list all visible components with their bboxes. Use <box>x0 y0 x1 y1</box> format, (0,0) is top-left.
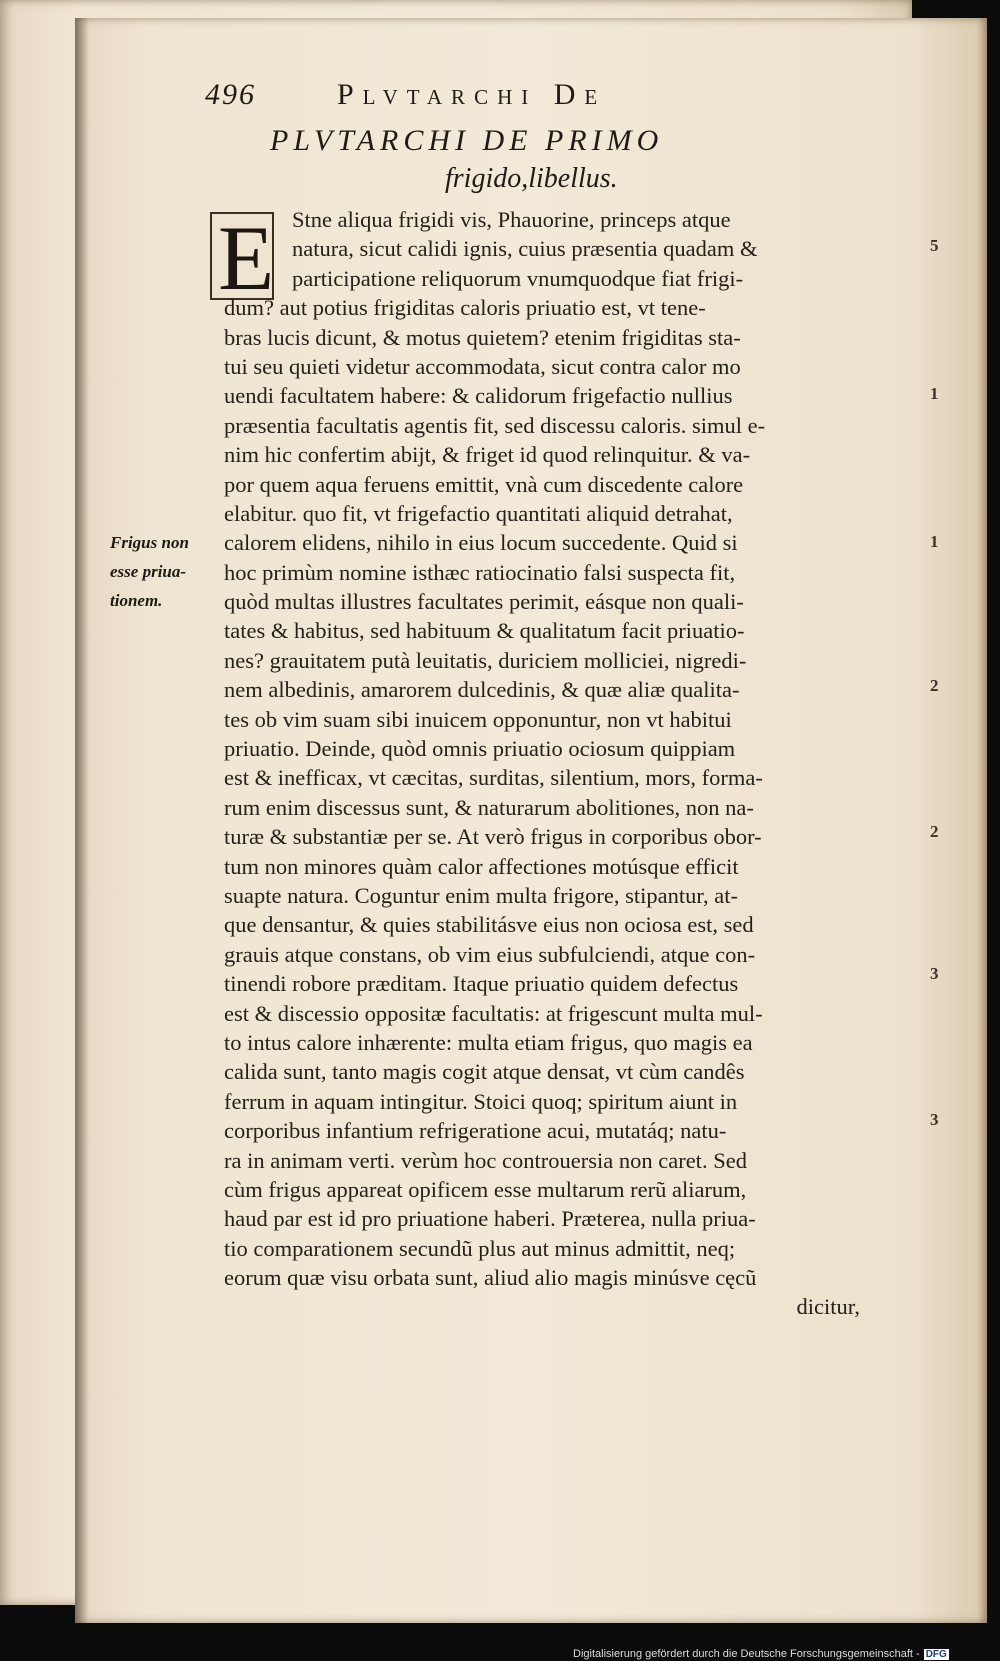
text-line: priuatio. Deinde, quòd omnis priuatio ociosum quippiam <box>224 736 736 762</box>
margin-mark: 2 <box>930 822 939 841</box>
margin-mark: 1 <box>930 532 939 551</box>
text-line: ra in animam verti. verùm hoc controuersia non caret. Sed <box>224 1147 747 1173</box>
dfg-logo: DFG <box>925 1648 947 1660</box>
text-line: dum? aut potius frigiditas caloris priuatio est, vt tene- <box>224 295 706 321</box>
margin-mark: 2 <box>930 676 939 695</box>
text-line: bras lucis dicunt, & motus quietem? etenim frigiditas sta- <box>224 324 741 350</box>
text-line: nes? grauitatem putà leuitatis, duriciem molliciei, nigredi- <box>224 647 747 673</box>
text-line: tum non minores quàm calor affectiones motúsque efficit <box>224 853 739 879</box>
marginal-note <box>110 528 222 615</box>
text-line: rum enim discessus sunt, & naturarum abolitiones, non na- <box>224 794 754 820</box>
text-line: Stne aliqua frigidi vis, Phauorine, princeps atque <box>292 207 731 232</box>
text-line: eorum quæ visu orbata sunt, aliud alio magis minúsve cęcũ <box>224 1265 757 1291</box>
text-line: tui seu quieti videtur accommodata, sicut contra calor mo <box>224 353 741 379</box>
text-line: elabitur. quo fit, vt frigefactio quantitati aliquid detrahat, <box>224 500 733 526</box>
running-head <box>205 78 825 118</box>
text-line: corporibus infantium refrigeratione acui, mutatáq; natu- <box>224 1118 727 1144</box>
running-title: Plvtarchi De <box>337 78 607 111</box>
marginal-note-line: esse priua- <box>110 562 187 581</box>
text-line: nim hic confertim abijt, & friget id quod relinquitur. & va- <box>224 442 751 468</box>
text-line: tes ob vim suam sibi inuicem opponuntur, non vt habitui <box>224 706 732 732</box>
digitization-credit <box>573 1648 949 1661</box>
text-line: quòd multas illustres facultates perimit, eásque non quali- <box>224 589 744 615</box>
drop-cap-letter: E <box>218 207 275 309</box>
text-line: præsentia facultatis agentis fit, sed discessu caloris. simul e- <box>224 412 766 438</box>
text-line: tinendi robore præditam. Itaque priuatio quidem defectus <box>224 971 739 997</box>
margin-mark: 3 <box>930 964 939 983</box>
text-line: est & discessio oppositæ facultatis: at frigescunt multa mul- <box>224 1000 763 1026</box>
text-line: por quem aqua feruens emittit, vnà cum discedente calore <box>224 471 744 497</box>
text-line: participatione reliquorum vnumquodque fiat frigi- <box>292 265 744 291</box>
text-line: calorem elidens, nihilo in eius locum succedente. Quid si <box>224 530 738 556</box>
page-edge-shadow <box>977 18 987 1623</box>
body-text <box>224 205 860 1322</box>
text-line: que densantur, & quies stabilitásve eius non ociosa est, sed <box>224 912 754 938</box>
treatise-subtitle: frigido,libellus. <box>445 163 618 194</box>
marginal-note-line: Frigus non <box>110 533 189 552</box>
text-line: to intus calore inhærente: multa etiam frigus, quo magis ea <box>224 1029 753 1055</box>
margin-mark: 5 <box>930 236 939 255</box>
margin-mark: 3 <box>930 1110 939 1129</box>
text-line: calida sunt, tanto magis cogit atque densat, vt cùm candês <box>224 1059 745 1085</box>
text-line: est & inefficax, vt cæcitas, surditas, silentium, mors, forma- <box>224 765 763 791</box>
text-line: uendi facultatem habere: & calidorum frigefactio nullius <box>224 383 733 409</box>
text-line: suapte natura. Coguntur enim multa frigore, stipantur, at- <box>224 882 738 908</box>
text-line: hoc primùm nomine isthæc ratiocinatio falsi suspecta fit, <box>224 559 736 585</box>
page-number: 496 <box>205 78 256 111</box>
credit-text: Digitalisierung gefördert durch die Deutsche Forschungsgemeinschaft - <box>573 1648 920 1660</box>
treatise-title: PLVTARCHI DE PRIMO <box>270 124 664 157</box>
text-line: grauis atque constans, ob vim eius subfulciendi, atque con- <box>224 941 756 967</box>
text-line: cùm frigus appareat opificem esse multarum rerũ aliarum, <box>224 1176 747 1202</box>
margin-mark: 1 <box>930 384 939 403</box>
text-line: dicitur, <box>796 1294 860 1320</box>
gutter-shadow <box>75 18 89 1623</box>
text-line: natura, sicut calidi ignis, cuius præsentia quadam & <box>292 236 758 262</box>
text-line: tio comparationem secundũ plus aut minus admittit, neq; <box>224 1235 736 1261</box>
marginal-note-line: tionem. <box>110 591 163 610</box>
text-line: ferrum in aquam intingitur. Stoici quoq; spiritum aiunt in <box>224 1088 738 1114</box>
text-line: tates & habitus, sed habituum & qualitatum facit priuatio- <box>224 618 745 644</box>
text-line: haud par est id pro priuatione haberi. Præterea, nulla priua- <box>224 1206 756 1232</box>
text-line: turæ & substantiæ per se. At verò frigus in corporibus obor- <box>224 824 762 850</box>
text-line: nem albedinis, amarorem dulcedinis, & quæ aliæ qualita- <box>224 677 740 703</box>
